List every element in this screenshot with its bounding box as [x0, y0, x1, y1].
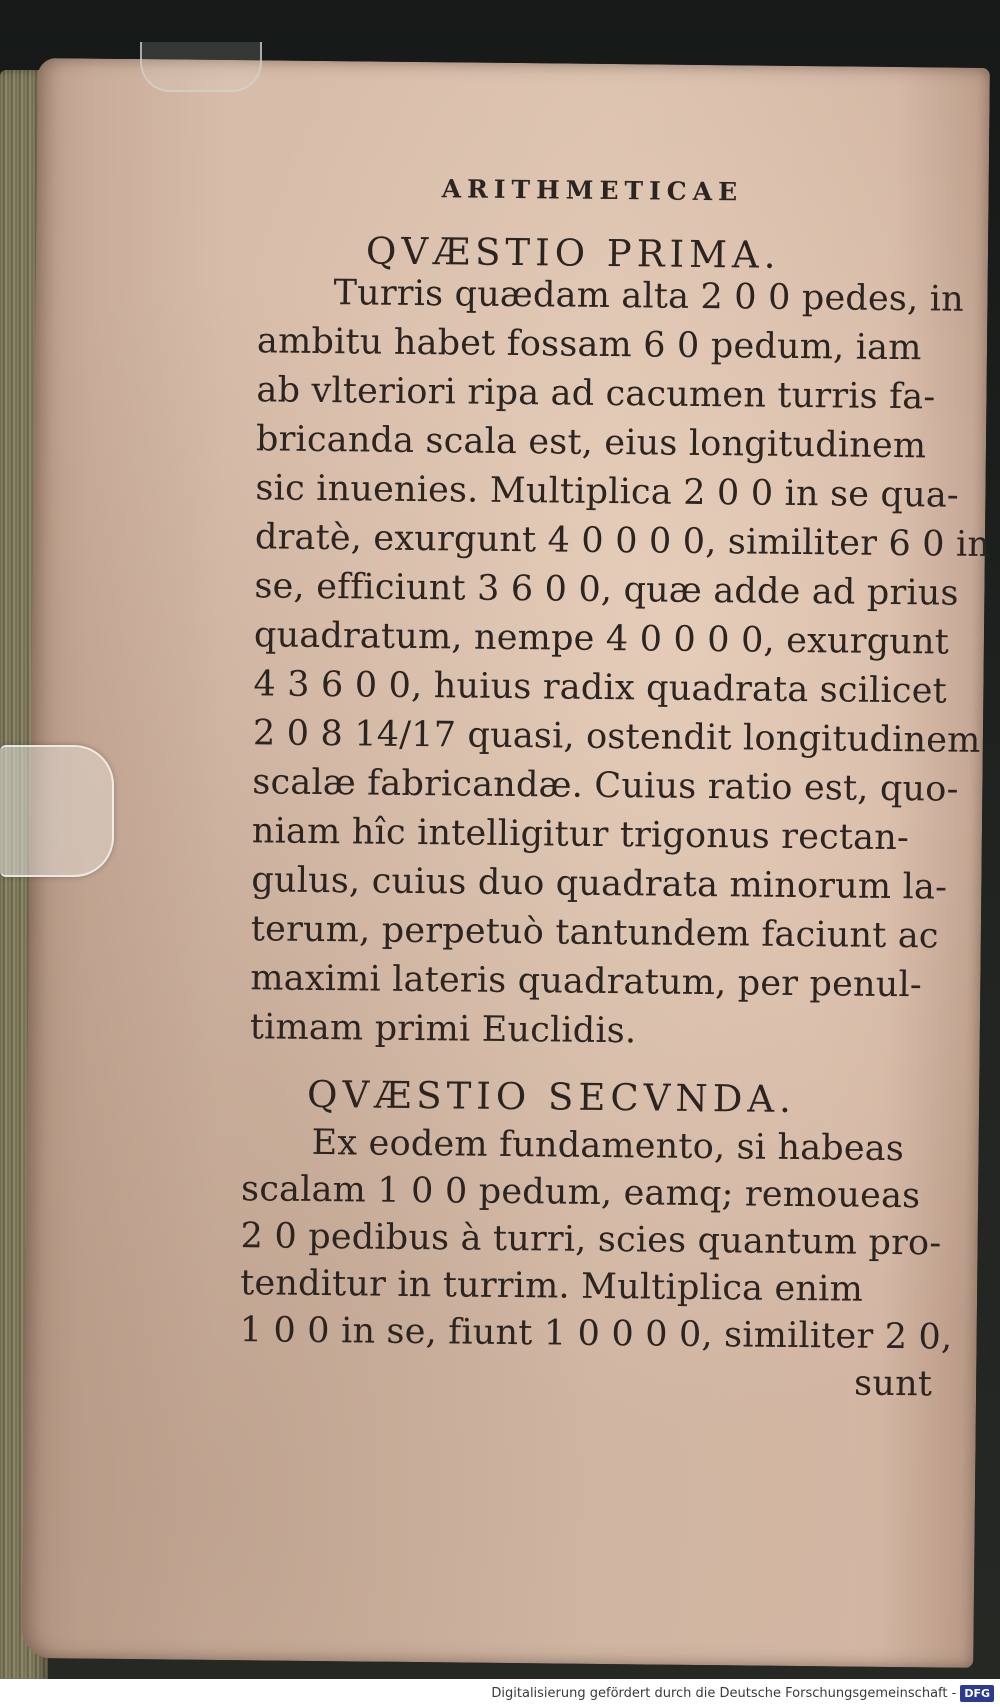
text-line: sunt	[853, 1363, 933, 1405]
text-line: timam primi Euclidis.	[249, 1007, 637, 1052]
text-line: 1 0 0 in se, fiunt 1 0 0 0 0, similiter 2 0,	[239, 1310, 953, 1358]
text-line: 4 3 6 0 0, huius radix quadrata scilicet	[253, 664, 948, 712]
book-page	[21, 58, 990, 1668]
running-head: ARITHMETICAE	[441, 174, 744, 207]
text-line: maximi lateris quadratum, per penul-	[250, 958, 923, 1006]
text-line: tenditur in turrim. Multiplica enim	[239, 1263, 864, 1310]
text-line: scalæ fabricandæ. Cuius ratio est, quo-	[252, 762, 959, 810]
questio-prima-title: QVÆSTIO PRIMA.	[365, 229, 781, 277]
text-line: 2 0 8 14/17 quasi, ostendit longitudinem	[252, 713, 981, 761]
text-line: 2 0 pedibus à turri, scies quantum pro-	[240, 1216, 942, 1264]
text-line: dratè, exurgunt 4 0 0 0 0, similiter 6 0 in	[254, 517, 991, 565]
text-line: Ex eodem fundamento, si habeas	[311, 1122, 905, 1170]
questio-secunda-title: QVÆSTIO SECVNDA.	[306, 1072, 797, 1121]
dfg-logo: DFG	[960, 1685, 994, 1702]
text-line: bricanda scala est, eius longitudinem	[255, 419, 927, 467]
clip-side	[0, 745, 114, 877]
text-line: sic inuenies. Multiplica 2 0 0 in se qua-	[255, 468, 960, 516]
footer-bar	[0, 1679, 1000, 1707]
text-line: quadratum, nempe 4 0 0 0 0, exurgunt	[253, 615, 950, 663]
text-line: se, efficiunt 3 6 0 0, quæ adde ad prius	[254, 566, 959, 614]
text-line: ambitu habet fossam 6 0 pedum, iam	[256, 321, 922, 369]
text-line: scalam 1 0 0 pedum, eamq; remoueas	[240, 1169, 921, 1217]
text-line: Turris quædam alta 2 0 0 pedes, in	[333, 273, 965, 320]
text-line: niam hîc intelligitur trigonus rectan-	[251, 811, 910, 859]
footer-credit: Digitalisierung gefördert durch die Deutsche Forschungsgemeinschaft -	[491, 1685, 957, 1701]
text-line: gulus, cuius duo quadrata minorum la-	[251, 860, 948, 908]
text-line: ab vlteriori ripa ad cacumen turris fa-	[256, 370, 936, 418]
text-line: terum, perpetuò tantundem faciunt ac	[250, 909, 939, 957]
clip-top	[140, 42, 262, 92]
